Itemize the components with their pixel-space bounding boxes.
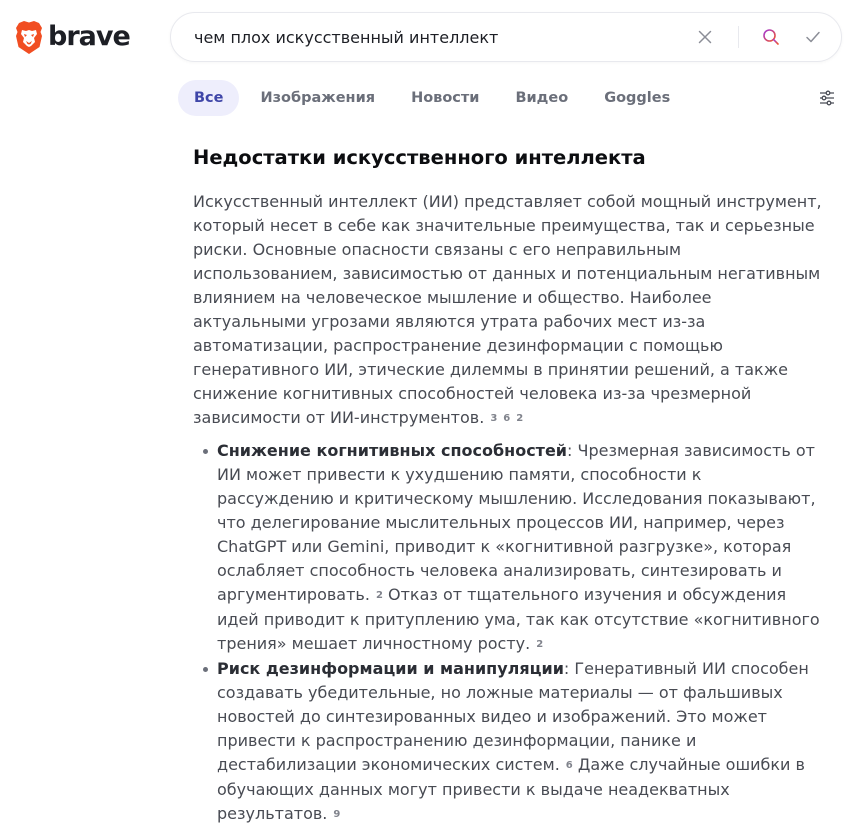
list-item bbox=[217, 439, 823, 657]
list-item bbox=[217, 657, 823, 827]
answer-intro bbox=[193, 190, 823, 431]
citation-link[interactable]: 2 bbox=[536, 639, 544, 650]
citation-link[interactable]: 6 bbox=[565, 760, 573, 771]
bullet-heading: Риск дезинформации и манипуляции bbox=[217, 659, 564, 678]
citation-link[interactable]: 6 bbox=[503, 413, 511, 424]
bullet-text: : Генеративный ИИ способен создавать убедительные, но ложные материалы — от фальшивых новостей до синтезированных видео и изображений. Это может привести к распространению дезинформации, панике и дестабилизации экономических систем. bbox=[217, 659, 809, 774]
answer-bullet-list bbox=[193, 439, 823, 827]
citation-link[interactable]: 9 bbox=[333, 809, 341, 820]
citation-link[interactable]: 2 bbox=[375, 590, 383, 601]
tab-images[interactable]: Изображения bbox=[260, 90, 376, 106]
answer-intro-text: Искусственный интеллект (ИИ) представляет собой мощный инструмент, который несет в себе как значительные преимущества, так и серьезные риски. Основные опасности связаны с его неправильным использованием, зависимостью от данных и потенциальным негативным влиянием на человеческое мышление и общество. Наиболее актуальными угрозами являются утрата рабочих мест из-за автоматизации, распространение дезинформации с помощью генеративного ИИ, этические дилеммы в принятии решений, а также снижение когнитивных способностей человека из-за чрезмерной зависимости от ИИ-инструментов. bbox=[193, 192, 822, 427]
search-divider bbox=[738, 26, 739, 48]
answer-title: Недостатки искусственного интеллекта bbox=[193, 146, 646, 169]
ai-answer bbox=[193, 142, 823, 827]
tab-all[interactable]: Все bbox=[178, 80, 239, 116]
tab-news[interactable]: Новости bbox=[411, 90, 480, 106]
bullet-heading: Снижение когнитивных способностей bbox=[217, 441, 568, 460]
brand-name: brave bbox=[48, 21, 130, 52]
brave-lion-icon bbox=[15, 21, 43, 54]
tab-videos[interactable]: Видео bbox=[515, 90, 569, 106]
citation-link[interactable]: 3 bbox=[490, 413, 498, 424]
sliders-icon[interactable] bbox=[818, 90, 836, 106]
bullet-text: : Чрезмерная зависимость от ИИ может привести к ухудшению памяти, способности к рассуждению и критическому мышлению. Исследования показывают, что делегирование мыслительных процессов ИИ, например, через ChatGPT или Gemini, приводит к «когнитивной разгрузке», которая ослабляет способность человека анализировать, синтезировать и аргументировать. bbox=[217, 441, 816, 604]
bullet-text: Даже случайные ошибки в обучающих данных могут привести к выдаче неадекватных результатов. bbox=[217, 755, 805, 823]
search-icon[interactable] bbox=[761, 27, 781, 47]
brave-logo[interactable] bbox=[15, 20, 130, 54]
search-input[interactable] bbox=[194, 13, 674, 61]
search-tabs bbox=[178, 80, 688, 116]
tab-goggles[interactable]: Goggles bbox=[604, 90, 671, 106]
search-bar bbox=[170, 12, 842, 62]
close-icon[interactable] bbox=[695, 27, 715, 47]
bullet-text: Отказ от тщательного изучения и обсуждения идей приводит к притуплению ума, так как отсутствие «когнитивного трения» мешает личностному росту. bbox=[217, 585, 820, 653]
citation-link[interactable]: 2 bbox=[516, 413, 524, 424]
check-icon[interactable] bbox=[803, 27, 823, 47]
